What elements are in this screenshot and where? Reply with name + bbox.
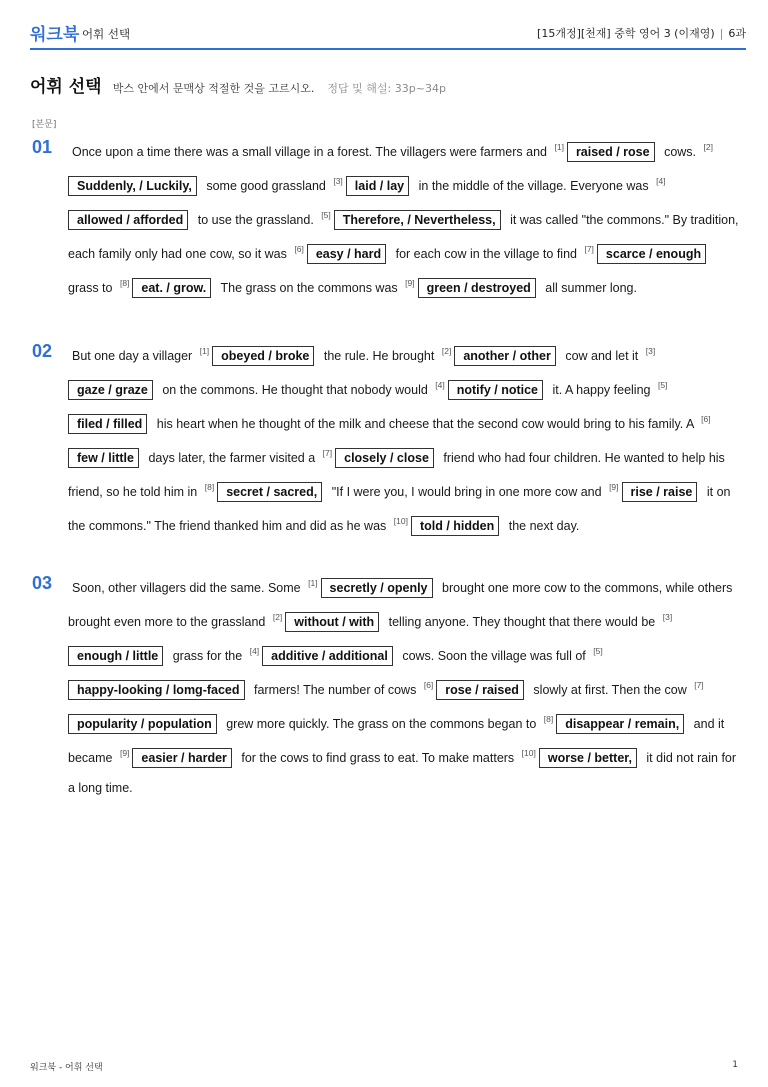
- choice-box[interactable]: filed / filled: [68, 414, 147, 434]
- blank-number: [10]: [521, 748, 536, 759]
- section-number: 03: [32, 573, 53, 593]
- blank-number: [2]: [272, 612, 283, 623]
- body-label: [본문]: [32, 120, 57, 130]
- instruction-text: 박스 안에서 문맥상 적절한 것을 고르시오.: [112, 82, 315, 95]
- choice-box[interactable]: laid / lay: [346, 176, 409, 196]
- passage-fragment: cows. Soon the village was full of: [402, 649, 586, 664]
- passage-fragment: But one day a villager: [72, 349, 193, 363]
- passage-fragment: it was called "the commons." By tradition, each family only had one cow, so it was: [68, 213, 739, 262]
- passage-fragment: slowly at first. Then the cow: [533, 683, 687, 698]
- passage-fragment: some good grassland: [206, 179, 326, 194]
- blank-number: [3]: [645, 346, 656, 356]
- blank-number: [1]: [554, 142, 564, 152]
- passage-fragment: Soon, other villagers did the same. Some: [72, 581, 301, 595]
- choice-box[interactable]: rise / raise: [622, 482, 698, 502]
- choice-box[interactable]: allowed / afforded: [68, 210, 188, 230]
- choice-box[interactable]: notify / notice: [448, 380, 543, 400]
- passage-section: [30, 337, 742, 542]
- page-header: [30, 18, 746, 50]
- course-info: [537, 25, 746, 41]
- passage-fragment: on the commons. He thought that nobody would: [162, 383, 428, 398]
- passage-fragment: in the middle of the village. Everyone was: [418, 179, 649, 194]
- title-row: [30, 72, 446, 97]
- choice-box[interactable]: secret / sacred,: [217, 482, 322, 502]
- choice-box[interactable]: obeyed / broke: [212, 346, 314, 366]
- passage-fragment: all summer long.: [545, 281, 637, 296]
- passage-fragment: to use the grassland.: [197, 213, 314, 228]
- choice-box[interactable]: additive / additional: [262, 646, 393, 666]
- choice-box[interactable]: scarce / enough: [597, 244, 706, 264]
- blank-number: [6]: [294, 244, 304, 255]
- passage-fragment: the rule. He brought: [323, 349, 435, 363]
- page-title: 어휘 선택: [30, 77, 102, 97]
- passage-fragment: friend who had four children. He wanted to help his friend, so he told him in: [68, 451, 725, 500]
- blank-number: [2]: [703, 142, 713, 152]
- header-subtitle: 어휘 선택: [82, 27, 131, 41]
- passage-text: [30, 337, 742, 542]
- footer-label: 워크북 - 어휘 선택: [30, 1063, 103, 1073]
- choice-box[interactable]: without / with: [285, 612, 379, 632]
- passage-fragment: grass to: [68, 281, 113, 296]
- section-number: 01: [32, 137, 53, 157]
- passage-section: [30, 133, 742, 303]
- choice-box[interactable]: Therefore, / Nevertheless,: [334, 210, 501, 230]
- blank-number: [1]: [308, 578, 318, 588]
- choice-box[interactable]: eat. / grow.: [132, 278, 211, 298]
- choice-box[interactable]: popularity / population: [68, 714, 217, 734]
- passage-fragment: brought one more cow to the commons, while others brought even more to the grassland: [68, 581, 733, 630]
- page-number: 1: [732, 1060, 738, 1070]
- passage-fragment: The grass on the commons was: [220, 281, 398, 296]
- passage-fragment: and it became: [68, 717, 725, 766]
- blank-number: [5]: [593, 646, 603, 657]
- blank-number: [7]: [694, 680, 704, 691]
- choice-box[interactable]: rose / raised: [436, 680, 524, 700]
- blank-number: [4]: [435, 380, 445, 391]
- blank-number: [2]: [441, 346, 452, 356]
- passage-fragment: it did not rain for a long time.: [68, 751, 737, 795]
- blank-number: [6]: [423, 680, 434, 691]
- blank-number: [4]: [249, 646, 260, 657]
- answer-reference: 정답 및 해설: 33p~34p: [327, 82, 446, 95]
- passage-fragment: cow and let it: [565, 349, 639, 363]
- blank-number: [3]: [333, 176, 343, 187]
- passage-fragment: "If I were you, I would bring in one more cow and: [331, 485, 602, 500]
- choice-box[interactable]: easy / hard: [307, 244, 386, 264]
- blank-number: [4]: [656, 176, 666, 187]
- passage-text: [30, 133, 742, 303]
- passage-fragment: Once upon a time there was a small village in a forest. The villagers were farmers and: [72, 145, 547, 159]
- choice-box[interactable]: closely / close: [335, 448, 434, 468]
- passage-fragment: his heart when he thought of the milk and cheese that the second cow would bring to his family. A: [156, 417, 694, 432]
- choice-box[interactable]: worse / better,: [539, 748, 637, 768]
- passage-fragment: the next day.: [508, 519, 580, 534]
- choice-box[interactable]: easier / harder: [132, 748, 231, 768]
- passage-fragment: it. A happy feeling: [552, 383, 651, 398]
- blank-number: [7]: [322, 448, 333, 459]
- passage-fragment: for the cows to find grass to eat. To make matters: [241, 751, 515, 766]
- blank-number: [5]: [657, 380, 668, 391]
- blank-number: [9]: [119, 748, 130, 759]
- choice-box[interactable]: Suddenly, / Luckily,: [68, 176, 197, 196]
- blank-number: [7]: [584, 244, 594, 255]
- blank-number: [9]: [405, 278, 415, 289]
- course-name: [15개정][천재] 중학 영어 3 (이재영): [537, 27, 715, 40]
- passage-fragment: farmers! The number of cows: [254, 683, 417, 698]
- choice-box[interactable]: told / hidden: [411, 516, 499, 536]
- passage-fragment: telling anyone. They thought that there would be: [388, 615, 656, 630]
- passage-text: [30, 569, 742, 803]
- choice-box[interactable]: secretly / openly: [321, 578, 433, 598]
- choice-box[interactable]: raised / rose: [567, 142, 655, 162]
- choice-box[interactable]: another / other: [454, 346, 556, 366]
- passage-fragment: grass for the: [172, 649, 243, 664]
- passage-section: [30, 569, 742, 803]
- blank-number: [3]: [662, 612, 673, 623]
- choice-box[interactable]: enough / little: [68, 646, 163, 666]
- choice-box[interactable]: gaze / graze: [68, 380, 153, 400]
- blank-number: [1]: [199, 346, 210, 356]
- section-number: 02: [32, 341, 53, 361]
- header-separator: |: [719, 27, 724, 40]
- passage-fragment: cows.: [664, 145, 697, 159]
- passage-fragment: grew more quickly. The grass on the commons began to: [226, 717, 537, 732]
- passage-fragment: it on the commons." The friend thanked him and did as he was: [68, 485, 731, 534]
- blank-number: [8]: [204, 482, 215, 493]
- lesson-number: 6과: [728, 27, 746, 40]
- blank-number: [8]: [543, 714, 554, 725]
- passage-fragment: days later, the farmer visited a: [148, 451, 316, 466]
- blank-number: [8]: [119, 278, 130, 289]
- choice-box[interactable]: green / destroyed: [418, 278, 536, 298]
- blank-number: [5]: [321, 210, 331, 221]
- passage-fragment: for each cow in the village to find: [395, 247, 577, 262]
- choice-box[interactable]: disappear / remain,: [556, 714, 684, 734]
- choice-box[interactable]: few / little: [68, 448, 139, 468]
- brand-title: 워크북: [30, 25, 80, 45]
- blank-number: [6]: [701, 414, 711, 425]
- blank-number: [9]: [609, 482, 619, 493]
- choice-box[interactable]: happy-looking / lomg-faced: [68, 680, 245, 700]
- blank-number: [10]: [393, 516, 408, 527]
